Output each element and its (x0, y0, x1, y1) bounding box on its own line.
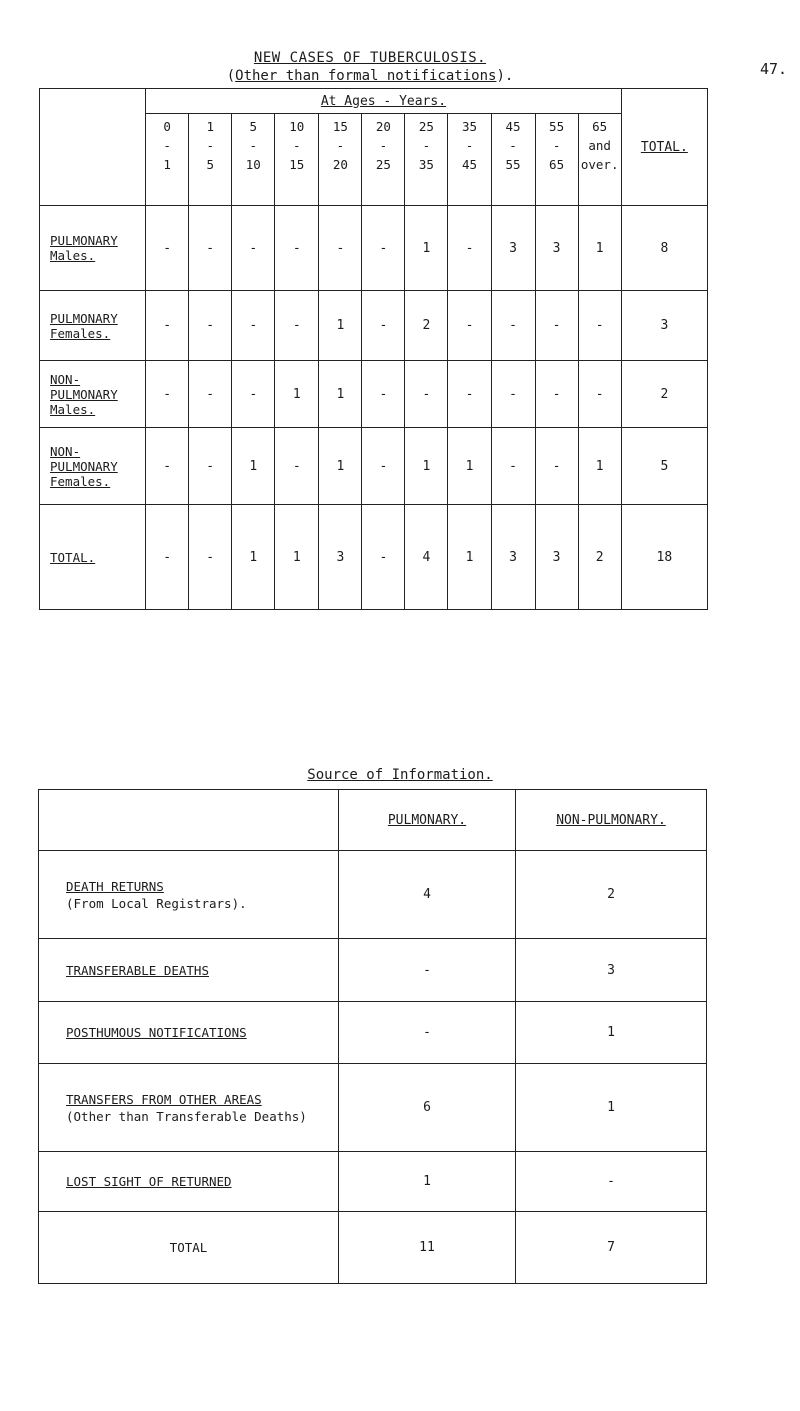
source-table (38, 789, 707, 1284)
cell-value: 3 (535, 206, 578, 291)
pulmonary-value: 1 (339, 1152, 516, 1212)
row-label: NON- PULMONARY Males. (40, 361, 146, 428)
cell-value: - (491, 428, 535, 505)
cell-value: - (275, 291, 319, 361)
row-total: 2 (621, 361, 707, 428)
source-row-label: TRANSFERS FROM OTHER AREAS (Other than Transferable Deaths) (39, 1064, 339, 1152)
source-row (39, 939, 707, 1002)
cell-value: 1 (275, 505, 319, 610)
total-header: TOTAL. (621, 89, 707, 206)
cell-value: - (535, 361, 578, 428)
cases-table (39, 88, 708, 610)
age-group-header: 10 - 15 (275, 114, 319, 206)
cell-value: - (448, 361, 491, 428)
pulmonary-value: 11 (339, 1212, 516, 1284)
cell-value: - (189, 206, 232, 291)
cell-value: - (232, 206, 275, 291)
cell-value: 2 (405, 291, 448, 361)
cell-value: - (146, 505, 189, 610)
source-row-label: TRANSFERABLE DEATHS (39, 939, 339, 1002)
cell-value: - (405, 361, 448, 428)
source-row (39, 1212, 707, 1284)
cell-value: - (362, 291, 405, 361)
cell-value: 3 (491, 206, 535, 291)
cases-row (40, 291, 708, 361)
cases-row (40, 206, 708, 291)
age-group-header: 5 - 10 (232, 114, 275, 206)
pulmonary-value: 4 (339, 851, 516, 939)
cell-value: 1 (232, 428, 275, 505)
cell-value: - (189, 505, 232, 610)
row-total: 8 (621, 206, 707, 291)
cell-value: 1 (405, 428, 448, 505)
source-row-label: LOST SIGHT OF RETURNED (39, 1152, 339, 1212)
pulmonary-header: PULMONARY. (339, 790, 516, 851)
cell-value: - (232, 361, 275, 428)
source-row (39, 851, 707, 939)
cell-value: - (362, 206, 405, 291)
age-group-header: 1 - 5 (189, 114, 232, 206)
cell-value: - (146, 361, 189, 428)
age-group-header: 55 - 65 (535, 114, 578, 206)
pulmonary-value: - (339, 939, 516, 1002)
cell-value: - (448, 206, 491, 291)
cell-value: - (362, 505, 405, 610)
non-pulmonary-value: 3 (516, 939, 707, 1002)
age-group-header: 35 - 45 (448, 114, 491, 206)
non-pulmonary-value: 2 (516, 851, 707, 939)
cell-value: 1 (319, 361, 362, 428)
pulmonary-value: - (339, 1002, 516, 1064)
source-row (39, 1152, 707, 1212)
cell-value: 3 (535, 505, 578, 610)
cell-value: 3 (491, 505, 535, 610)
source-row-label: POSTHUMOUS NOTIFICATIONS (39, 1002, 339, 1064)
cell-value: 4 (405, 505, 448, 610)
page-number: 47. (760, 60, 788, 78)
cell-value: - (319, 206, 362, 291)
corner-cell (40, 89, 146, 206)
cell-value: - (535, 291, 578, 361)
cell-value: - (189, 291, 232, 361)
source-row-label: TOTAL (39, 1212, 339, 1284)
non-pulmonary-value: 1 (516, 1002, 707, 1064)
row-label: NON- PULMONARY Females. (40, 428, 146, 505)
non-pulmonary-value: 7 (516, 1212, 707, 1284)
cell-value: - (189, 428, 232, 505)
cell-value: 1 (448, 428, 491, 505)
cell-value: - (146, 291, 189, 361)
cell-value: 1 (578, 428, 621, 505)
age-group-header: 0 - 1 (146, 114, 189, 206)
cases-row (40, 361, 708, 428)
cell-value: - (275, 206, 319, 291)
cell-value: - (146, 206, 189, 291)
non-pulmonary-value: 1 (516, 1064, 707, 1152)
age-group-header: 20 - 25 (362, 114, 405, 206)
ages-header: At Ages - Years. (146, 89, 622, 114)
cell-value: - (578, 291, 621, 361)
cell-value: - (189, 361, 232, 428)
cell-value: 1 (275, 361, 319, 428)
source-title: Source of Information. (307, 767, 493, 783)
cell-value: - (491, 361, 535, 428)
cell-value: - (448, 291, 491, 361)
source-row (39, 1064, 707, 1152)
cell-value: 1 (232, 505, 275, 610)
age-group-header: 45 - 55 (491, 114, 535, 206)
cell-value: 1 (578, 206, 621, 291)
non-pulmonary-header: NON-PULMONARY. (516, 790, 707, 851)
cases-row (40, 505, 708, 610)
age-group-header: 25 - 35 (405, 114, 448, 206)
cell-value: 1 (405, 206, 448, 291)
row-label: PULMONARY Males. (40, 206, 146, 291)
cell-value: 1 (448, 505, 491, 610)
age-group-header: 65 and over. (578, 114, 621, 206)
cases-row (40, 428, 708, 505)
cell-value: 1 (319, 428, 362, 505)
cell-value: - (362, 361, 405, 428)
cell-value: 2 (578, 505, 621, 610)
row-total: 18 (621, 505, 707, 610)
page-title: NEW CASES OF TUBERCULOSIS. (253, 50, 487, 66)
cell-value: - (362, 428, 405, 505)
row-total: 5 (621, 428, 707, 505)
source-corner-cell (39, 790, 339, 851)
age-group-header: 15 - 20 (319, 114, 362, 206)
cell-value: - (578, 361, 621, 428)
source-row-label: DEATH RETURNS (From Local Registrars). (39, 851, 339, 939)
non-pulmonary-value: - (516, 1152, 707, 1212)
cell-value: 3 (319, 505, 362, 610)
cell-value: - (232, 291, 275, 361)
cell-value: - (146, 428, 189, 505)
cell-value: - (275, 428, 319, 505)
row-label: PULMONARY Females. (40, 291, 146, 361)
row-total: 3 (621, 291, 707, 361)
cell-value: - (491, 291, 535, 361)
cell-value: 1 (319, 291, 362, 361)
source-row (39, 1002, 707, 1064)
page-subtitle: (Other than formal notifications). (226, 68, 514, 84)
pulmonary-value: 6 (339, 1064, 516, 1152)
cell-value: - (535, 428, 578, 505)
row-label: TOTAL. (40, 505, 146, 610)
